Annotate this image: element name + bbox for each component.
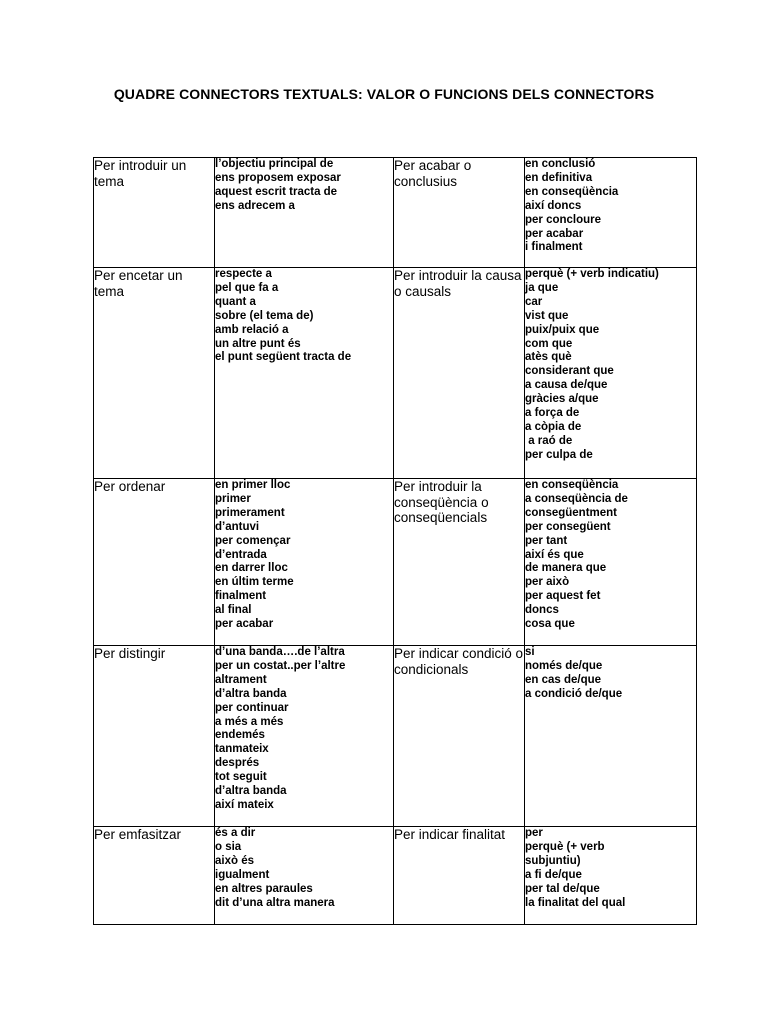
connector-item: després bbox=[215, 757, 260, 770]
connector-item: considerant que bbox=[525, 365, 614, 378]
table-row bbox=[94, 268, 697, 479]
connector-item: tanmateix bbox=[215, 743, 269, 756]
connector-item: atès què bbox=[525, 351, 572, 364]
connector-item: car bbox=[525, 295, 543, 308]
connector-item: a causa de/que bbox=[525, 379, 608, 392]
connector-item: per consegüent bbox=[525, 520, 611, 533]
connector-item: així mateix bbox=[215, 798, 274, 811]
connector-item: i finalment bbox=[525, 241, 583, 254]
right-connectors-cell bbox=[525, 479, 697, 646]
connector-item: amb relació a bbox=[215, 323, 289, 336]
table-row bbox=[94, 646, 697, 827]
right-category-cell: Per introduir la conseqüència o conseqüencials bbox=[394, 479, 525, 646]
right-connectors-cell bbox=[525, 646, 697, 827]
connector-item: a còpia de bbox=[525, 420, 582, 433]
right-category-cell: Per introduir la causa o causals bbox=[394, 268, 525, 479]
connector-item: per culpa de bbox=[525, 448, 593, 461]
left-connectors-cell bbox=[215, 646, 394, 827]
connector-item: vist que bbox=[525, 309, 569, 322]
connector-item: tot seguit bbox=[215, 771, 267, 784]
connector-item: en conseqüència bbox=[525, 479, 619, 491]
left-category-cell: Per distingir bbox=[94, 646, 215, 827]
connector-item: cosa que bbox=[525, 618, 575, 631]
connector-item: per tant bbox=[525, 534, 568, 547]
connector-item: per acabar bbox=[215, 618, 274, 631]
connector-item: així doncs bbox=[525, 199, 582, 212]
connector-item: perquè (+ verb bbox=[525, 840, 605, 853]
left-category-cell: Per introduir un tema bbox=[94, 158, 215, 268]
connector-item: un altre punt és bbox=[215, 337, 301, 350]
connector-item: per bbox=[525, 827, 543, 839]
connector-item: en conseqüència bbox=[525, 185, 619, 198]
left-connectors-cell bbox=[215, 158, 394, 268]
connector-item: dit d’una altra manera bbox=[215, 896, 335, 909]
connector-item: ens adrecem a bbox=[215, 199, 295, 212]
document-title: QUADRE CONNECTORS TEXTUALS: VALOR O FUNCIONS DELS CONNECTORS bbox=[113, 86, 655, 102]
left-category-cell: Per ordenar bbox=[94, 479, 215, 646]
connector-item: al final bbox=[215, 604, 252, 617]
connector-item: d’altra banda bbox=[215, 687, 287, 700]
connector-item: per aquest fet bbox=[525, 590, 601, 603]
connector-item: com que bbox=[525, 337, 573, 350]
connector-item: en cas de/que bbox=[525, 673, 602, 686]
right-category-cell: Per indicar condició o condicionals bbox=[394, 646, 525, 827]
connector-item: puix/puix que bbox=[525, 323, 600, 336]
connector-item: a fi de/que bbox=[525, 868, 582, 881]
connector-item: doncs bbox=[525, 604, 559, 617]
connector-item: perquè (+ verb indicatiu) bbox=[525, 268, 659, 280]
left-connectors-cell bbox=[215, 479, 394, 646]
connector-item: d’altra banda bbox=[215, 785, 287, 798]
connector-item: per acabar bbox=[525, 227, 584, 240]
left-category-cell: Per encetar un tema bbox=[94, 268, 215, 479]
connector-item: pel que fa a bbox=[215, 281, 279, 294]
connector-item: gràcies a/que bbox=[525, 393, 599, 406]
connector-item: respecte a bbox=[215, 268, 272, 280]
right-category-cell: Per indicar finalitat bbox=[394, 827, 525, 925]
connector-item: per continuar bbox=[215, 701, 289, 714]
connector-item: això és bbox=[215, 854, 254, 867]
connector-item: per això bbox=[525, 576, 570, 589]
right-connectors-cell bbox=[525, 268, 697, 479]
connector-item: en últim terme bbox=[215, 576, 294, 589]
table-body bbox=[94, 158, 697, 925]
connector-item: a conseqüència de bbox=[525, 492, 628, 505]
connector-item: en primer lloc bbox=[215, 479, 291, 491]
connector-item: només de/que bbox=[525, 659, 603, 672]
connector-item: d’entrada bbox=[215, 548, 267, 561]
left-category-cell: Per emfasitzar bbox=[94, 827, 215, 925]
table-row bbox=[94, 827, 697, 925]
connector-item: la finalitat del qual bbox=[525, 896, 626, 909]
right-connectors-cell bbox=[525, 827, 697, 925]
connector-item: l’objectiu principal de bbox=[215, 158, 334, 170]
connector-item: sobre (el tema de) bbox=[215, 309, 314, 322]
right-category-cell: Per acabar o conclusius bbox=[394, 158, 525, 268]
table-row bbox=[94, 479, 697, 646]
connector-item: igualment bbox=[215, 868, 270, 881]
connector-item: per començar bbox=[215, 534, 291, 547]
connector-item: primer bbox=[215, 492, 251, 505]
connector-item: per un costat..per l’altre bbox=[215, 659, 346, 672]
connector-item: de manera que bbox=[525, 562, 607, 575]
connector-item: en conclusió bbox=[525, 158, 596, 170]
connector-item: consegüentment bbox=[525, 506, 618, 519]
connector-item: a més a més bbox=[215, 715, 284, 728]
connector-item: primerament bbox=[215, 506, 285, 519]
connector-item: així és que bbox=[525, 548, 584, 561]
connector-item: altrament bbox=[215, 673, 267, 686]
connector-item: endemés bbox=[215, 729, 265, 742]
left-connectors-cell bbox=[215, 827, 394, 925]
connector-item: per concloure bbox=[525, 213, 602, 226]
connector-item: en darrer lloc bbox=[215, 562, 288, 575]
connector-item: és a dir bbox=[215, 827, 256, 839]
connectors-table bbox=[93, 157, 697, 925]
left-connectors-cell bbox=[215, 268, 394, 479]
connector-item: d’una banda….de l’altra bbox=[215, 646, 345, 658]
connector-item: a raó de bbox=[525, 434, 573, 447]
connector-item: ens proposem exposar bbox=[215, 171, 341, 184]
connector-item: si bbox=[525, 646, 535, 658]
table-row bbox=[94, 158, 697, 268]
connector-item: el punt següent tracta de bbox=[215, 351, 352, 364]
connector-item: quant a bbox=[215, 295, 256, 308]
right-connectors-cell bbox=[525, 158, 697, 268]
connector-item: aquest escrit tracta de bbox=[215, 185, 338, 198]
connector-item: finalment bbox=[215, 590, 267, 603]
connector-item: a condició de/que bbox=[525, 687, 623, 700]
connector-item: ja que bbox=[525, 281, 559, 294]
connector-item: a força de bbox=[525, 407, 580, 420]
connector-item: subjuntiu) bbox=[525, 854, 581, 867]
connector-item: o sia bbox=[215, 840, 242, 853]
connector-item: en definitiva bbox=[525, 171, 593, 184]
connector-item: per tal de/que bbox=[525, 882, 600, 895]
connector-item: d’antuvi bbox=[215, 520, 260, 533]
connector-item: en altres paraules bbox=[215, 882, 313, 895]
